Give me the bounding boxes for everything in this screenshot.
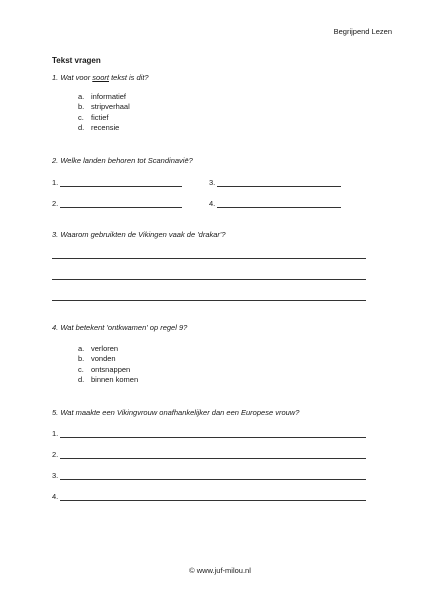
answer-line[interactable] [60, 437, 366, 438]
question-4: 4. Wat betekent 'ontkwamen' op regel 9? [52, 323, 188, 332]
question-1 [52, 73, 149, 82]
option-item: b. stripverhaal [78, 102, 130, 112]
answer-line[interactable] [217, 207, 341, 208]
option-item: a. informatief [78, 92, 127, 101]
option-item: d. recensie [78, 122, 120, 132]
question-1-options [78, 92, 130, 133]
question-1-underlined: soort [92, 73, 109, 82]
option-item: c. fictief [78, 112, 109, 122]
answer-line[interactable] [52, 279, 366, 280]
answer-line[interactable] [60, 500, 366, 501]
question-1-suffix: tekst is dit? [108, 73, 149, 82]
answer-number: 4. [209, 199, 216, 208]
answer-line[interactable] [217, 186, 341, 187]
answer-number: 2. [52, 199, 59, 208]
answer-number: 3. [209, 178, 216, 187]
answer-number: 1. [52, 178, 59, 187]
option-item: d. binnen komen [78, 374, 139, 384]
header-label: Begrijpend Lezen [333, 27, 392, 36]
question-4-options [78, 344, 138, 385]
question-5: 5. Wat maakte een Vikingvrouw onafhankelijker dan een Europese vrouw? [52, 408, 300, 417]
answer-number: 3. [52, 471, 59, 480]
option-item: a. verloren [78, 344, 119, 353]
option-item: b. vonden [78, 354, 116, 364]
page-title: Tekst vragen [52, 56, 101, 65]
answer-line[interactable] [60, 479, 366, 480]
answer-line[interactable] [52, 300, 366, 301]
answer-number: 4. [52, 492, 59, 501]
question-3: 3. Waarom gebruikten de Vikingen vaak de 'drakar'? [52, 230, 226, 239]
option-item: c. ontsnappen [78, 364, 131, 374]
answer-line[interactable] [60, 207, 182, 208]
question-2: 2. Welke landen behoren tot Scandinavië? [52, 156, 193, 165]
answer-number: 2. [52, 450, 59, 459]
answer-line[interactable] [52, 258, 366, 259]
answer-line[interactable] [60, 458, 366, 459]
answer-line[interactable] [60, 186, 182, 187]
answer-number: 1. [52, 429, 59, 438]
footer-copyright: © www.juf-milou.nl [189, 566, 251, 575]
question-1-prefix: 1. Wat voor [52, 73, 93, 82]
